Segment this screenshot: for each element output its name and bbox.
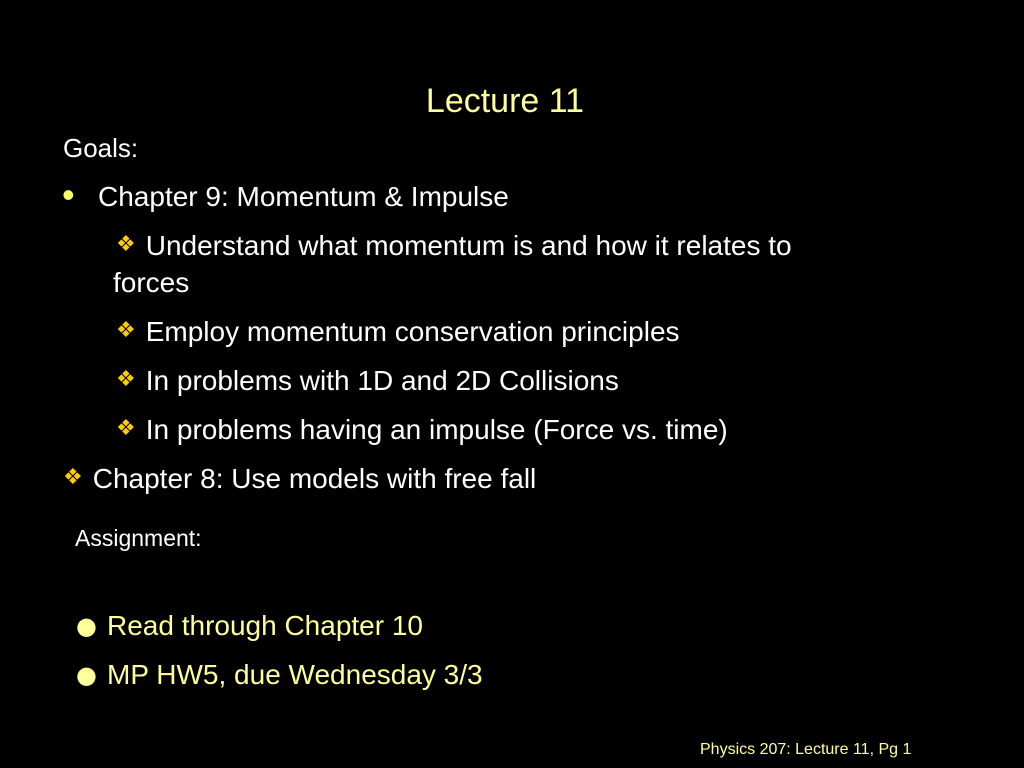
round-bullet-icon: ●: [76, 661, 97, 689]
subgoal-impulse: [116, 414, 728, 446]
diamond-bullet-icon: ❖: [63, 465, 83, 490]
subgoal-text-line1: Understand what momentum is and how it relates to: [145, 230, 792, 261]
slide-footer: Physics 207: Lecture 11, Pg 1: [700, 741, 912, 758]
goal-chapter8-text: Chapter 8: Use models with free fall: [92, 463, 537, 494]
goals-heading: Goals:: [63, 133, 139, 163]
goal-chapter9-text: Chapter 9: Momentum & Impulse: [98, 181, 509, 212]
subgoal-understand-momentum: [116, 230, 956, 262]
diamond-bullet-icon: ❖: [116, 367, 136, 392]
assignment-text: MP HW5, due Wednesday 3/3: [107, 659, 483, 690]
subgoal-text-line2: forces: [113, 267, 190, 298]
goal-chapter8: [63, 463, 536, 495]
slide-title: Lecture 11: [425, 82, 585, 120]
diamond-bullet-icon: ❖: [116, 318, 136, 343]
assignment-text: Read through Chapter 10: [107, 610, 423, 641]
subgoal-collisions: [116, 365, 619, 397]
subgoal-text: In problems with 1D and 2D Collisions: [145, 365, 619, 396]
assignment-item: [76, 659, 483, 691]
subgoal-text: In problems having an impulse (Force vs. time): [145, 414, 728, 445]
goal-chapter9: [62, 174, 509, 215]
round-bullet-icon: •: [62, 174, 75, 215]
diamond-bullet-icon: ❖: [116, 416, 136, 441]
assignment-heading: Assignment:: [75, 525, 202, 551]
assignment-item: [76, 610, 423, 642]
round-bullet-icon: ●: [76, 612, 97, 640]
subgoal-conservation: [116, 316, 680, 348]
subgoal-text: Employ momentum conservation principles: [145, 316, 680, 347]
diamond-bullet-icon: ❖: [116, 232, 136, 257]
